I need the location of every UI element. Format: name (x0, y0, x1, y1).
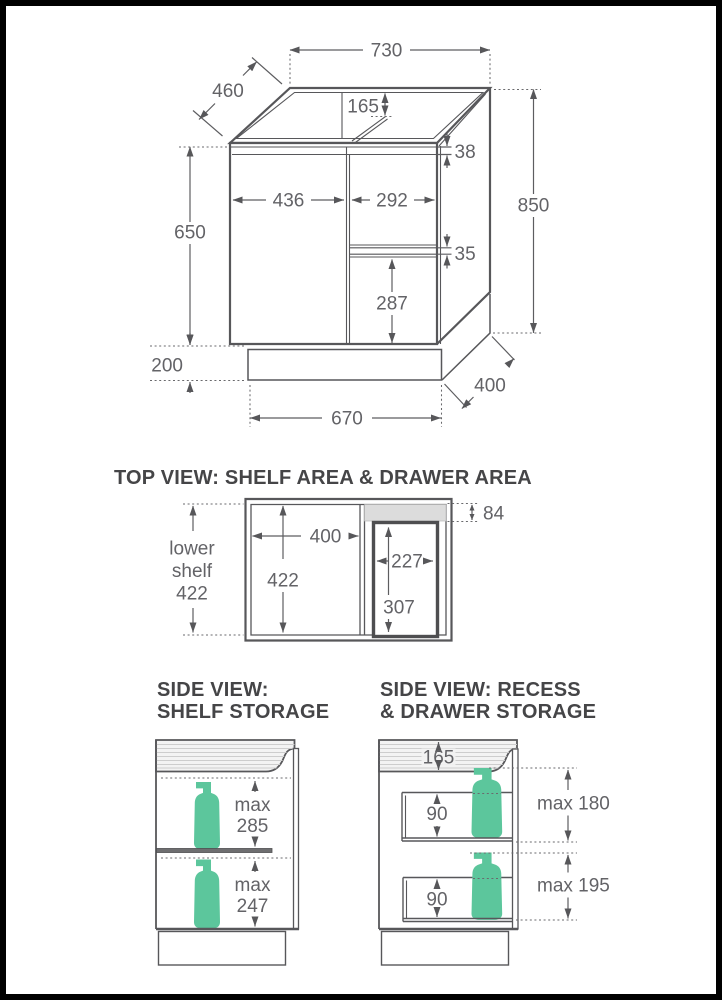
dim-drawer-width: 292 (376, 190, 408, 212)
lower-shelf-label-1: lower (169, 538, 215, 560)
dim-shelf-width: 400 (309, 526, 342, 548)
kickboard (159, 932, 286, 966)
plinth-front (248, 350, 442, 381)
dim-lower-clearance-max195: max 195 (537, 875, 610, 897)
dim-kick-height: 200 (151, 355, 183, 377)
side-drawer-title-1: SIDE VIEW: RECESS (380, 679, 581, 701)
recess-shaded-band (365, 505, 447, 522)
cabinet-right-panel-2 (513, 749, 519, 929)
benchtop-hatch (156, 745, 295, 769)
dim-top-drawer-depth: 307 (383, 597, 415, 619)
lower-shelf-label-3: 422 (176, 583, 208, 605)
plinth-side (442, 294, 490, 380)
dim-back-gap: 84 (483, 503, 505, 525)
dim-top-depth: 460 (212, 81, 244, 102)
dim-base-depth: 400 (474, 375, 506, 397)
side-view-drawer-storage (379, 679, 610, 965)
dim-door-width: 436 (272, 190, 305, 212)
side-drawer-title-2: & DRAWER STORAGE (380, 701, 597, 723)
side-shelf-title-1: SIDE VIEW: (157, 679, 269, 701)
dim-top-width: 730 (370, 40, 403, 62)
bottle-lower-drawer (472, 853, 503, 920)
dim-upper-clearance-value: 285 (236, 816, 269, 837)
dim-drawer-gap: 35 (454, 244, 476, 265)
dim-top-gap: 38 (454, 142, 476, 163)
top-view-drawer-box (374, 523, 438, 637)
dim-upper-drawer-90: 90 (426, 804, 448, 825)
top-view (114, 467, 532, 641)
dim-upper-clearance-max: max (234, 795, 271, 816)
dim-recess-depth: 165 (347, 96, 379, 118)
kickboard-2 (382, 932, 509, 966)
dim-bottom-drawer-height: 287 (376, 293, 408, 315)
lower-shelf-label-2: shelf (171, 561, 213, 582)
dim-base-width: 670 (331, 408, 363, 430)
dim-lower-drawer-90: 90 (426, 889, 448, 911)
upper-drawer-bottom (402, 838, 513, 841)
dim-lower-clearance-max: max (234, 875, 271, 896)
top-view-title: TOP VIEW: SHELF AREA & DRAWER AREA (114, 467, 532, 489)
middle-shelf (157, 849, 273, 853)
side-shelf-title-2: SHELF STORAGE (157, 701, 330, 723)
dim-overall-height: 850 (517, 195, 550, 217)
dim-shelf-depth: 422 (267, 570, 299, 592)
bottle-lower-shelf (194, 860, 220, 929)
cabinet-right-panel (294, 749, 299, 930)
bottle-upper-shelf (194, 782, 220, 849)
lower-drawer-bottom (403, 919, 513, 922)
isometric-view (150, 41, 549, 430)
dim-top-drawer-width: 227 (391, 551, 423, 573)
side-view-shelf-storage (156, 679, 329, 965)
dim-lower-clearance-value: 247 (236, 896, 269, 917)
dim-upper-clearance-max180: max 180 (537, 793, 610, 815)
dim-recess-165: 165 (422, 747, 455, 769)
dim-cabinet-height: 650 (174, 222, 206, 244)
bottle-upper-drawer (472, 768, 503, 838)
